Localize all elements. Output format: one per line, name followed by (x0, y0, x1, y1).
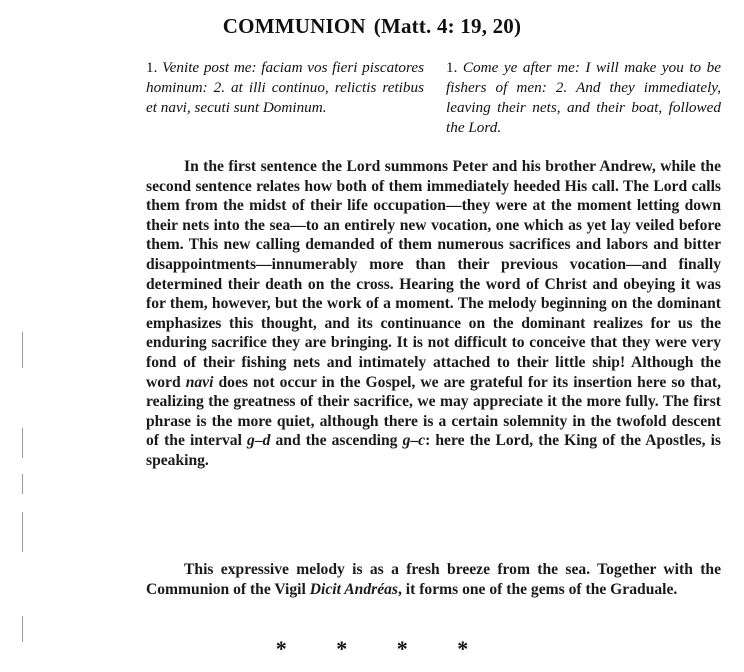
commentary-paragraph-1 (146, 157, 721, 471)
english-rest: : I will make you to be fishers of men: 2. And they immediately, leaving their nets, and their boat, followed the Lord. (446, 59, 721, 136)
p1-part-a: In the first sentence the Lord summons Peter and his brother Andrew, while the second sentence relates how both of them immediately heeded His call. The Lord calls them from the midst of their life occupation—they were at the moment letting down their nets into the sea—to an entirely new vocation, one which as yet lay veiled before them. This new calling demanded of them numerous sacrifices and labors and bitter disappointments—innumerably more than their previous vocation—and finally determined their death on the cross. Hearing the word of Christ and obeying it was for them, however, but the work of a moment. The melody beginning on the dominant emphasizes this thought, and its continuance on the dominant realizes for us the enduring sacrifice they are bringing. It is not difficult to conceive that they were very fond of their fishing nets and intimately attached to their little ship! Although the word (146, 158, 721, 391)
dicit-andreas: Dicit Andréas (309, 580, 398, 598)
margin-mark (22, 428, 23, 458)
page-title (0, 14, 744, 39)
p2-part-b: , it forms one of the gems of the Graduale. (397, 580, 678, 598)
margin-mark (22, 512, 23, 552)
english-first-phrase: Come ye after me (462, 59, 575, 76)
english-translation-column (446, 58, 721, 138)
p1-part-d: : here the Lord, the King of the Apostles, is speaking. (146, 432, 721, 469)
p1-part-c: and the ascending (270, 432, 403, 450)
margin-mark (22, 332, 23, 368)
word-navi: navi (185, 373, 214, 391)
english-verse-number: 1. (446, 59, 458, 76)
latin-text-column (146, 58, 424, 118)
commentary-paragraph-2 (146, 560, 721, 599)
latin-verse-number: 1. (146, 59, 158, 76)
p1-part-b: does not occur in the Gospel, we are grateful for its insertion here so that, realizing the greatness of their sacrifice, we may appreciate it the more fully. The first phrase is the more quiet, although there is a certain solemnity in the twofold descent of the interval (146, 373, 721, 450)
latin-first-phrase: Venite post me (162, 59, 252, 76)
interval-g-d: g–d (247, 432, 271, 450)
margin-mark (22, 616, 23, 642)
p2-part-a: This expressive melody is as a fresh breeze from the sea. Together with the Communion of the Vigil (146, 561, 721, 598)
margin-mark (22, 474, 23, 494)
title-text: COMMUNION (222, 14, 366, 38)
latin-rest: : faciam vos fieri piscatores hominum: 2. at illi continuo, relictis retibus et navi, secuti sunt Dominum. (146, 59, 425, 116)
scripture-reference: (Matt. 4: 19, 20) (373, 14, 522, 38)
interval-g-c: g–c (402, 432, 426, 450)
section-separator: * * * * (275, 636, 469, 661)
